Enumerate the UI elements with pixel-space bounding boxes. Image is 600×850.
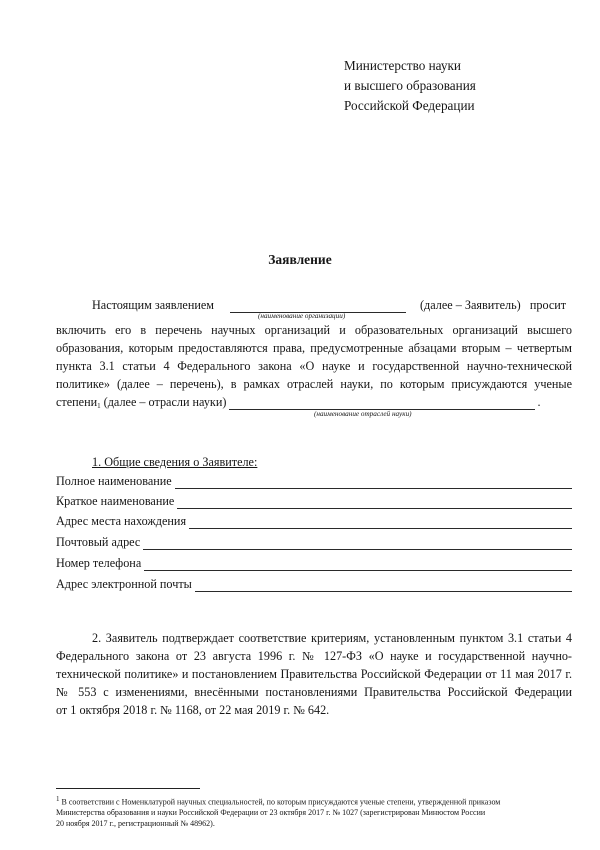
section2-line-2: Федерального закона от 23 августа 1996 г. № 127-ФЗ «О науке и государственной научно- bbox=[56, 649, 572, 663]
field-label: Номер телефона bbox=[56, 556, 142, 570]
intro-line-6-end: . bbox=[537, 395, 541, 409]
field-input-line[interactable] bbox=[195, 579, 572, 592]
intro-line-2: включить его в перечень научных организаций и образовательных организаций высшего bbox=[56, 323, 572, 337]
field-input-line[interactable] bbox=[175, 476, 572, 489]
footnote-text-1: В соответствии с Номенклатурой научных специальностей, по которым присуждаются ученые степени, утвержденной приказом bbox=[59, 797, 501, 807]
section2-paragraph bbox=[56, 631, 572, 721]
recipient-block bbox=[344, 56, 476, 116]
recipient-line-1: Министерство науки bbox=[344, 58, 461, 73]
field-email bbox=[56, 576, 572, 592]
section2-line-4: № 553 с изменениями, внесёнными постановлениями Правительства Российской Федерации bbox=[56, 685, 572, 699]
field-short-name bbox=[56, 493, 572, 509]
field-label: Адрес места нахождения bbox=[56, 514, 187, 528]
intro-line-6 bbox=[56, 395, 576, 410]
recipient-line-3: Российской Федерации bbox=[344, 98, 475, 113]
field-label: Краткое наименование bbox=[56, 494, 175, 508]
recipient-line-2: и высшего образования bbox=[344, 78, 476, 93]
field-full-name bbox=[56, 473, 572, 489]
section1-heading: 1. Общие сведения о Заявителе: bbox=[92, 455, 258, 469]
field-label: Полное наименование bbox=[56, 474, 172, 488]
science-fields-caption: (наименование отраслей науки) bbox=[314, 410, 412, 418]
intro-line-4: пункта 3.1 статьи 4 Федерального закона «О науке и государственной научно-технической bbox=[56, 359, 572, 373]
intro-line-6-mid: (далее – отрасли науки) bbox=[100, 395, 230, 409]
footnote bbox=[56, 794, 576, 829]
field-postal-address bbox=[56, 534, 572, 550]
document-title: Заявление bbox=[268, 252, 332, 267]
field-input-line[interactable] bbox=[143, 537, 572, 550]
field-input-line[interactable] bbox=[177, 496, 572, 509]
intro-line-5: политике» (далее – перечень), в рамках отраслей науки, по которым присуждаются ученые bbox=[56, 377, 572, 391]
footnote-separator bbox=[56, 788, 200, 789]
field-location-address bbox=[56, 513, 572, 529]
field-phone bbox=[56, 555, 572, 571]
intro-first-line bbox=[92, 298, 572, 313]
intro-line-3: образования, которым предоставляются права, предусмотренные абзацами вторым – четвертым bbox=[56, 341, 572, 355]
field-label: Адрес электронной почты bbox=[56, 577, 192, 591]
footnote-line-3: 20 ноября 2017 г., регистрационный № 48962). bbox=[56, 818, 215, 828]
footnote-line-1 bbox=[56, 794, 576, 808]
field-input-line[interactable] bbox=[144, 558, 572, 571]
organization-caption: (наименование организации) bbox=[258, 312, 346, 320]
intro-end-text: (далее – Заявитель) просит bbox=[420, 298, 567, 312]
footnote-line-2: Министерства образования и науки Российской Федерации от 23 октября 2017 г. № 1027 (зарегистрирован Минюстом России bbox=[56, 808, 486, 818]
section2-line-5: от 1 октября 2018 г. № 1168, от 22 мая 2019 г. № 642. bbox=[56, 703, 330, 717]
science-fields-blank[interactable] bbox=[229, 397, 535, 410]
intro-paragraph bbox=[56, 323, 572, 395]
intro-line-6-start: степени bbox=[56, 395, 98, 409]
field-input-line[interactable] bbox=[189, 516, 572, 529]
intro-start-text: Настоящим заявлением bbox=[92, 298, 214, 312]
section2-line-1: 2. Заявитель подтверждает соответствие критериям, установленным пунктом 3.1 статьи 4 bbox=[92, 631, 572, 645]
footnote-ref: 1 bbox=[97, 402, 101, 410]
section2-line-3: технической политике» и постановлением Правительства Российской Федерации от 11 мая 2017 г. bbox=[56, 667, 572, 681]
field-label: Почтовый адрес bbox=[56, 535, 141, 549]
footnote-mark: 1 bbox=[56, 795, 60, 803]
